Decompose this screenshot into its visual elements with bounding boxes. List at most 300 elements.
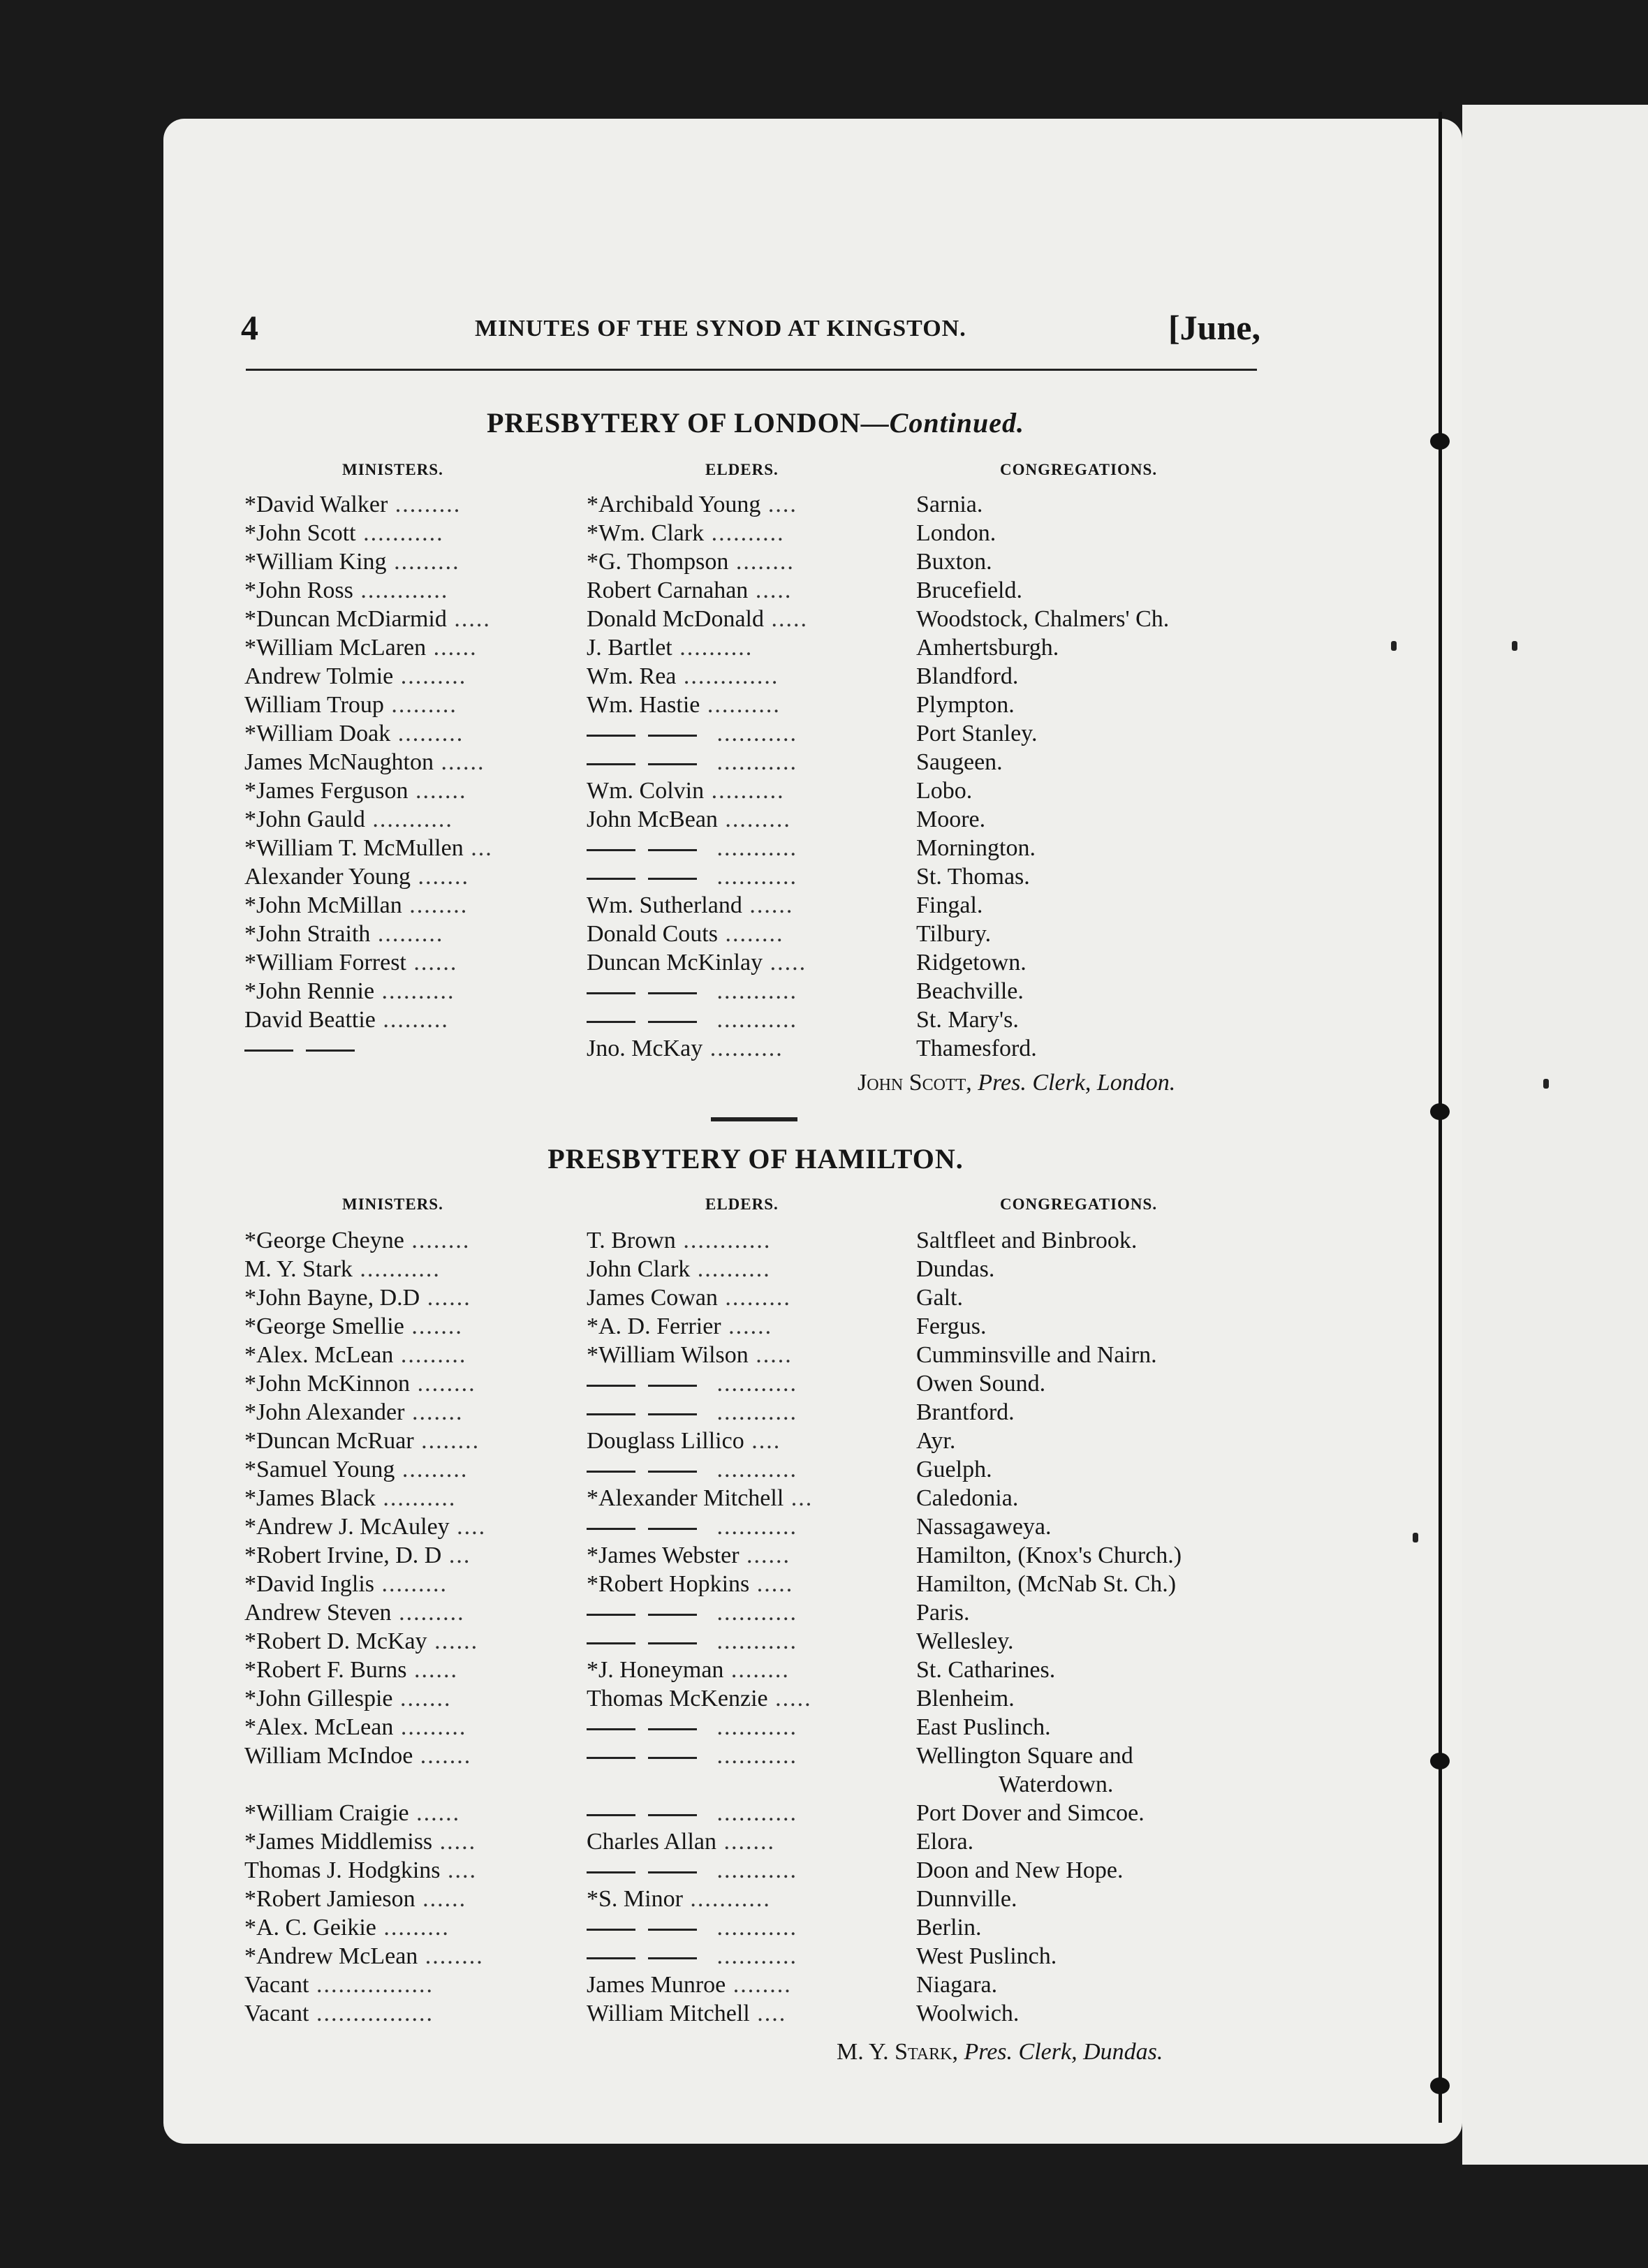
minister-text: *Alex. McLean	[244, 1714, 394, 1740]
minister-name	[244, 1598, 587, 1627]
congregation-name: Brantford.	[916, 1399, 1015, 1425]
minister-text: *Duncan McDiarmid	[244, 606, 447, 632]
roster-row	[244, 1570, 1265, 1598]
minister-name	[244, 748, 587, 776]
leader-dots: .......	[413, 1743, 472, 1769]
roster-row	[244, 1942, 1265, 1971]
leader-dots: ......	[406, 950, 458, 975]
leader-dots: ...........	[709, 1399, 797, 1425]
minister-text: *John Bayne, D.D	[244, 1285, 420, 1311]
minister-name	[244, 1799, 587, 1827]
leader-dots: ...........	[709, 978, 797, 1004]
leader-dots: .........	[390, 721, 464, 746]
leader-dots: .........	[375, 1007, 449, 1033]
elder-text: James Munroe	[587, 1972, 726, 1998]
london-col-ministers: MINISTERS.	[342, 461, 443, 478]
roster-row	[244, 1827, 1265, 1856]
leader-dots: ......	[427, 1628, 479, 1654]
minister-text: *Samuel Young	[244, 1457, 395, 1482]
minister-text: *David Walker	[244, 492, 388, 517]
elder-text: John Clark	[587, 1256, 691, 1282]
page-number: 4	[241, 308, 258, 347]
congregation-name: Brucefield.	[916, 577, 1022, 603]
leader-dots: ............	[675, 1228, 772, 1253]
leader-dots: ......	[406, 1657, 458, 1683]
minister-name	[244, 1455, 587, 1484]
binding-mark	[1430, 433, 1450, 450]
leader-dots: .........	[717, 1285, 791, 1311]
minister-name	[244, 691, 587, 719]
minister-name	[244, 1034, 587, 1063]
minister-name	[244, 1713, 587, 1742]
congregation-name: Guelph.	[916, 1457, 992, 1482]
hamilton-col-ministers: MINISTERS.	[342, 1195, 443, 1213]
leader-dots: .........	[386, 549, 460, 575]
leader-dots: .......	[404, 1399, 464, 1425]
minister-text: *James Middlemiss	[244, 1829, 433, 1855]
congregation-name: Dunnville.	[916, 1886, 1017, 1912]
minister-text: *John Scott	[244, 520, 356, 546]
minister-text: *Robert Jamieson	[244, 1886, 415, 1912]
roster-row	[244, 862, 1265, 891]
minister-text: *John Ross	[244, 577, 353, 603]
leader-dots: ..........	[704, 520, 785, 546]
minister-name	[244, 1312, 587, 1341]
leader-dots: .....	[767, 1686, 812, 1711]
congregation-name: Blandford.	[916, 663, 1019, 689]
vacant-dash	[587, 1642, 635, 1644]
roster-row	[244, 1484, 1265, 1512]
roster-row	[244, 519, 1265, 547]
leader-dots: ..........	[690, 1256, 771, 1282]
leader-dots: ...........	[352, 1256, 441, 1282]
minister-name	[244, 1255, 587, 1283]
page-header	[241, 307, 1260, 356]
london-clerk-signature: John Scott, Pres. Clerk, London.	[858, 1070, 1176, 1096]
minister-text: *George Cheyne	[244, 1228, 404, 1253]
roster-row	[244, 1598, 1265, 1627]
minister-name	[244, 1656, 587, 1684]
congregation-name: Fergus.	[916, 1313, 987, 1339]
leader-dots: ...........	[709, 1007, 797, 1033]
leader-dots: ...........	[709, 864, 797, 890]
minister-text: *William King	[244, 549, 387, 575]
leader-dots: .........	[383, 692, 457, 718]
minister-text: *Robert Irvine, D. D	[244, 1542, 442, 1568]
minister-text: *John Gillespie	[244, 1686, 393, 1711]
elder-text: *A. D. Ferrier	[587, 1313, 721, 1339]
vacant-dash	[648, 1413, 697, 1415]
ink-speck	[1391, 641, 1397, 651]
roster-row	[244, 691, 1265, 719]
roster-row	[244, 1541, 1265, 1570]
leader-dots: ...	[463, 835, 493, 861]
elder-text: *G. Thompson	[587, 549, 729, 575]
roster-row	[244, 1006, 1265, 1034]
congregation-name: Hamilton, (Knox's Church.)	[916, 1542, 1182, 1568]
congregation-name: Mornington.	[916, 835, 1036, 861]
congregation-name: Buxton.	[916, 549, 992, 575]
minister-name	[244, 776, 587, 805]
minister-name	[244, 1684, 587, 1713]
elder-text: John McBean	[587, 807, 718, 832]
minister-name	[244, 834, 587, 862]
leader-dots: ........	[402, 892, 469, 918]
leader-dots: ...........	[709, 1628, 797, 1654]
vacant-dash	[587, 1871, 635, 1873]
elder-text: *Archibald Young	[587, 492, 761, 517]
congregation-name: Galt.	[916, 1285, 964, 1311]
section-divider	[711, 1117, 797, 1121]
minister-text: *John McKinnon	[244, 1371, 411, 1397]
roster-row	[244, 1627, 1265, 1656]
roster-row	[244, 1427, 1265, 1455]
leader-dots: ...........	[709, 1943, 797, 1969]
roster-row	[244, 920, 1265, 948]
minister-text: David Beattie	[244, 1007, 376, 1033]
binding-mark	[1430, 1753, 1450, 1769]
leader-dots: ...........	[709, 749, 797, 775]
vacant-dash	[587, 1929, 635, 1931]
elder-text: Jno. McKay	[587, 1036, 703, 1061]
elder-text: Charles Allan	[587, 1829, 717, 1855]
leader-dots: ......	[434, 749, 485, 775]
minister-text: *A. C. Geikie	[244, 1915, 376, 1941]
minister-name	[244, 605, 587, 633]
vacant-dash	[648, 1528, 697, 1530]
roster-row	[244, 1713, 1265, 1742]
minister-name	[244, 1627, 587, 1656]
leader-dots: ...........	[709, 1915, 797, 1941]
vacant-dash	[648, 735, 697, 737]
vacant-dash	[587, 1728, 635, 1730]
roster-row	[244, 1656, 1265, 1684]
vacant-dash	[648, 878, 697, 880]
vacant-dash	[587, 1957, 635, 1959]
congregation-name: Beachville.	[916, 978, 1024, 1004]
leader-dots: .........	[393, 663, 467, 689]
congregation-name: Wellington Square and	[916, 1743, 1133, 1769]
congregation-name: Tilbury.	[916, 921, 992, 947]
leader-dots: ........	[418, 1943, 484, 1969]
roster-row	[244, 1226, 1265, 1255]
minister-text: Andrew Tolmie	[244, 663, 394, 689]
hamilton-col-congregations: CONGREGATIONS.	[1000, 1195, 1158, 1213]
leader-dots: .......	[716, 1829, 776, 1855]
minister-name	[244, 1541, 587, 1570]
minister-name	[244, 1827, 587, 1856]
elder-text: Duncan McKinlay	[587, 950, 763, 975]
elder-text: Robert Carnahan	[587, 577, 749, 603]
vacant-dash	[648, 1385, 697, 1387]
congregation-name: Owen Sound.	[916, 1371, 1046, 1397]
congregation-name: Saugeen.	[916, 749, 1003, 775]
congregation-name: Moore.	[916, 807, 986, 832]
minister-text: *David Inglis	[244, 1571, 375, 1597]
roster-row	[244, 576, 1265, 605]
leader-dots: ...........	[365, 807, 453, 832]
vacant-dash	[648, 1728, 697, 1730]
leader-dots: .........	[370, 921, 444, 947]
leader-dots: ........	[723, 1657, 790, 1683]
roster-row	[244, 1512, 1265, 1541]
minister-name	[244, 633, 587, 662]
congregation-name: Fingal.	[916, 892, 983, 918]
leader-dots: ........	[726, 1972, 792, 1998]
binding-mark	[1430, 2077, 1450, 2094]
minister-name	[244, 1942, 587, 1971]
minister-name	[244, 1913, 587, 1942]
minister-text: *John McMillan	[244, 892, 402, 918]
minister-text: Andrew Steven	[244, 1600, 392, 1626]
roster-row	[244, 1283, 1265, 1312]
leader-dots: .......	[408, 778, 467, 804]
elder-text: *S. Minor	[587, 1886, 683, 1912]
minister-text: *Robert F. Burns	[244, 1657, 407, 1683]
minister-text: *John Straith	[244, 921, 371, 947]
congregation-name: Berlin.	[916, 1915, 982, 1941]
minister-text: *George Smellie	[244, 1313, 404, 1339]
congregation-name: Blenheim.	[916, 1686, 1015, 1711]
minister-text: *Andrew McLean	[244, 1943, 418, 1969]
ink-speck	[1543, 1079, 1549, 1089]
congregation-name: Lobo.	[916, 778, 973, 804]
congregation-name: Dundas.	[916, 1256, 995, 1282]
vacant-dash	[648, 1929, 697, 1931]
roster-row	[244, 1369, 1265, 1398]
leader-dots: ..........	[704, 778, 785, 804]
elder-text: T. Brown	[587, 1228, 676, 1253]
minister-name	[244, 1398, 587, 1427]
roster-row	[244, 1999, 1265, 2028]
leader-dots: .........	[393, 1342, 467, 1368]
leader-dots: .....	[764, 606, 809, 632]
leader-dots: ...........	[682, 1886, 771, 1912]
vacant-dash	[587, 763, 635, 765]
leader-dots: ...........	[709, 1800, 797, 1826]
leader-dots: ...........	[709, 1857, 797, 1883]
minister-text: *James Black	[244, 1485, 376, 1511]
vacant-dash	[587, 992, 635, 994]
roster-row	[244, 1398, 1265, 1427]
roster-row	[244, 1684, 1265, 1713]
running-title: MINUTES OF THE SYNOD AT KINGSTON.	[475, 316, 966, 341]
elder-text: Wm. Hastie	[587, 692, 700, 718]
leader-dots: ......	[426, 635, 478, 661]
elder-text: *Alexander Mitchell	[587, 1485, 784, 1511]
roster-row	[244, 891, 1265, 920]
congregation-name: Cumminsville and Nairn.	[916, 1342, 1157, 1368]
ink-speck	[1512, 641, 1517, 651]
roster-row	[244, 1255, 1265, 1283]
vacant-dash	[587, 1814, 635, 1816]
elder-text: James Cowan	[587, 1285, 718, 1311]
minister-text: Vacant	[244, 2001, 309, 2026]
minister-text: *John Gauld	[244, 807, 365, 832]
minister-text: Alexander Young	[244, 864, 411, 890]
vacant-dash	[648, 1021, 697, 1023]
leader-dots: .....	[748, 577, 793, 603]
elder-text: Donald McDonald	[587, 606, 765, 632]
leader-dots: ...........	[709, 1457, 797, 1482]
vacant-dash	[648, 1871, 697, 1873]
minister-text: *Duncan McRuar	[244, 1428, 414, 1454]
congregation-name: Woolwich.	[916, 2001, 1020, 2026]
elder-text: *Wm. Clark	[587, 520, 705, 546]
vacant-dash	[648, 763, 697, 765]
roster-row	[244, 1742, 1265, 1799]
congregation-name: East Puslinch.	[916, 1714, 1051, 1740]
minister-name	[244, 1971, 587, 1999]
leader-dots: ......	[415, 1886, 467, 1912]
congregation-name-continued: Waterdown.	[999, 1772, 1114, 1797]
vacant-dash	[587, 1528, 635, 1530]
roster-row	[244, 662, 1265, 691]
minister-text: *William McLaren	[244, 635, 427, 661]
roster-row	[244, 977, 1265, 1006]
leader-dots: ...........	[709, 1714, 797, 1740]
roster-row	[244, 776, 1265, 805]
minister-name	[244, 1999, 587, 2028]
leader-dots: ................	[309, 2001, 434, 2026]
leader-dots: .........	[393, 1714, 467, 1740]
vacant-dash	[587, 878, 635, 880]
minister-name	[244, 547, 587, 576]
congregation-name: Ayr.	[916, 1428, 956, 1454]
minister-name	[244, 948, 587, 977]
elder-text: Donald Couts	[587, 921, 718, 947]
minister-name	[244, 891, 587, 920]
roster-row	[244, 547, 1265, 576]
roster-row	[244, 1856, 1265, 1885]
vacant-dash	[587, 1021, 635, 1023]
congregation-name: Saltfleet and Binbrook.	[916, 1228, 1138, 1253]
congregation-name: Caledonia.	[916, 1485, 1019, 1511]
roster-row	[244, 1971, 1265, 1999]
congregation-name: Niagara.	[916, 1972, 998, 1998]
minister-text: *Alex. McLean	[244, 1342, 394, 1368]
minister-name	[244, 1856, 587, 1885]
vacant-dash	[587, 849, 635, 851]
vacant-dash	[306, 1050, 355, 1052]
minister-text: *Robert D. McKay	[244, 1628, 427, 1654]
hamilton-col-elders: ELDERS.	[705, 1195, 779, 1213]
vacant-dash	[587, 1413, 635, 1415]
congregation-name: Thamesford.	[916, 1036, 1037, 1061]
leader-dots: ...........	[709, 835, 797, 861]
leader-dots: ...........	[355, 520, 444, 546]
minister-text: *William T. McMullen	[244, 835, 464, 861]
leader-dots: ......	[409, 1800, 461, 1826]
roster-row	[244, 1799, 1265, 1827]
leader-dots: ..........	[672, 635, 753, 661]
leader-dots: ................	[309, 1972, 434, 1998]
congregation-name: Elora.	[916, 1829, 974, 1855]
minister-name	[244, 977, 587, 1006]
congregation-name: St. Catharines.	[916, 1657, 1056, 1683]
london-col-congregations: CONGREGATIONS.	[1000, 461, 1158, 478]
minister-name	[244, 1226, 587, 1255]
leader-dots: ...........	[709, 1371, 797, 1397]
leader-dots: ........	[717, 921, 784, 947]
elder-text: J. Bartlet	[587, 635, 672, 661]
congregation-name: Port Dover and Simcoe.	[916, 1800, 1145, 1826]
roster-row	[244, 948, 1265, 977]
london-section-title: PRESBYTERY OF LONDON—Continued.	[486, 407, 1025, 439]
congregation-name: London.	[916, 520, 996, 546]
minister-name	[244, 862, 587, 891]
running-date: [June,	[1168, 308, 1260, 347]
vacant-dash	[648, 992, 697, 994]
congregation-name: St. Mary's.	[916, 1007, 1019, 1033]
congregation-name: Doon and New Hope.	[916, 1857, 1124, 1883]
minister-name	[244, 1283, 587, 1312]
vacant-dash	[648, 1757, 697, 1759]
roster-row	[244, 805, 1265, 834]
minister-text: Thomas J. Hodgkins	[244, 1857, 441, 1883]
vacant-dash	[648, 1814, 697, 1816]
minister-name	[244, 662, 587, 691]
leader-dots: ......	[742, 892, 794, 918]
ink-speck	[1413, 1533, 1418, 1542]
leader-dots: ...........	[709, 1600, 797, 1626]
roster-row	[244, 1913, 1265, 1942]
elder-text: Wm. Sutherland	[587, 892, 742, 918]
minister-name	[244, 1369, 587, 1398]
leader-dots: ............	[353, 577, 449, 603]
elder-text: *Robert Hopkins	[587, 1571, 750, 1597]
leader-dots: ...........	[709, 1514, 797, 1540]
elder-text: *William Wilson	[587, 1342, 749, 1368]
vacant-dash	[648, 1614, 697, 1616]
vacant-dash	[587, 735, 635, 737]
congregation-name: Wellesley.	[916, 1628, 1014, 1654]
minister-name	[244, 1742, 587, 1770]
leader-dots: ........	[413, 1428, 480, 1454]
vacant-dash	[587, 1385, 635, 1387]
roster-row	[244, 605, 1265, 633]
elder-text: Douglass Lillico	[587, 1428, 744, 1454]
roster-row	[244, 1885, 1265, 1913]
leader-dots: ..........	[700, 692, 781, 718]
vacant-dash	[244, 1050, 293, 1052]
leader-dots: ......	[739, 1542, 791, 1568]
minister-name	[244, 576, 587, 605]
minister-text: *Andrew J. McAuley	[244, 1514, 450, 1540]
roster-row	[244, 633, 1265, 662]
elder-text: Thomas McKenzie	[587, 1686, 768, 1711]
congregation-name: Woodstock, Chalmers' Ch.	[916, 606, 1170, 632]
leader-dots: ....	[760, 492, 797, 517]
congregation-name: Paris.	[916, 1600, 970, 1626]
leader-dots: ......	[721, 1313, 773, 1339]
leader-dots: ........	[404, 1228, 471, 1253]
leader-dots: .........	[376, 1915, 450, 1941]
roster-row	[244, 490, 1265, 519]
leader-dots: ....	[449, 1514, 487, 1540]
minister-text: James McNaughton	[244, 749, 434, 775]
elder-text: William Mitchell	[587, 2001, 750, 2026]
leader-dots: ...........	[709, 721, 797, 746]
leader-dots: .......	[404, 1313, 463, 1339]
hamilton-clerk-signature: M. Y. Stark, Pres. Clerk, Dundas.	[837, 2039, 1163, 2065]
minister-name	[244, 1885, 587, 1913]
minister-name	[244, 1512, 587, 1541]
vacant-dash	[587, 1757, 635, 1759]
congregation-name: Port Stanley.	[916, 721, 1038, 746]
minister-name	[244, 519, 587, 547]
minister-text: Vacant	[244, 1972, 309, 1998]
